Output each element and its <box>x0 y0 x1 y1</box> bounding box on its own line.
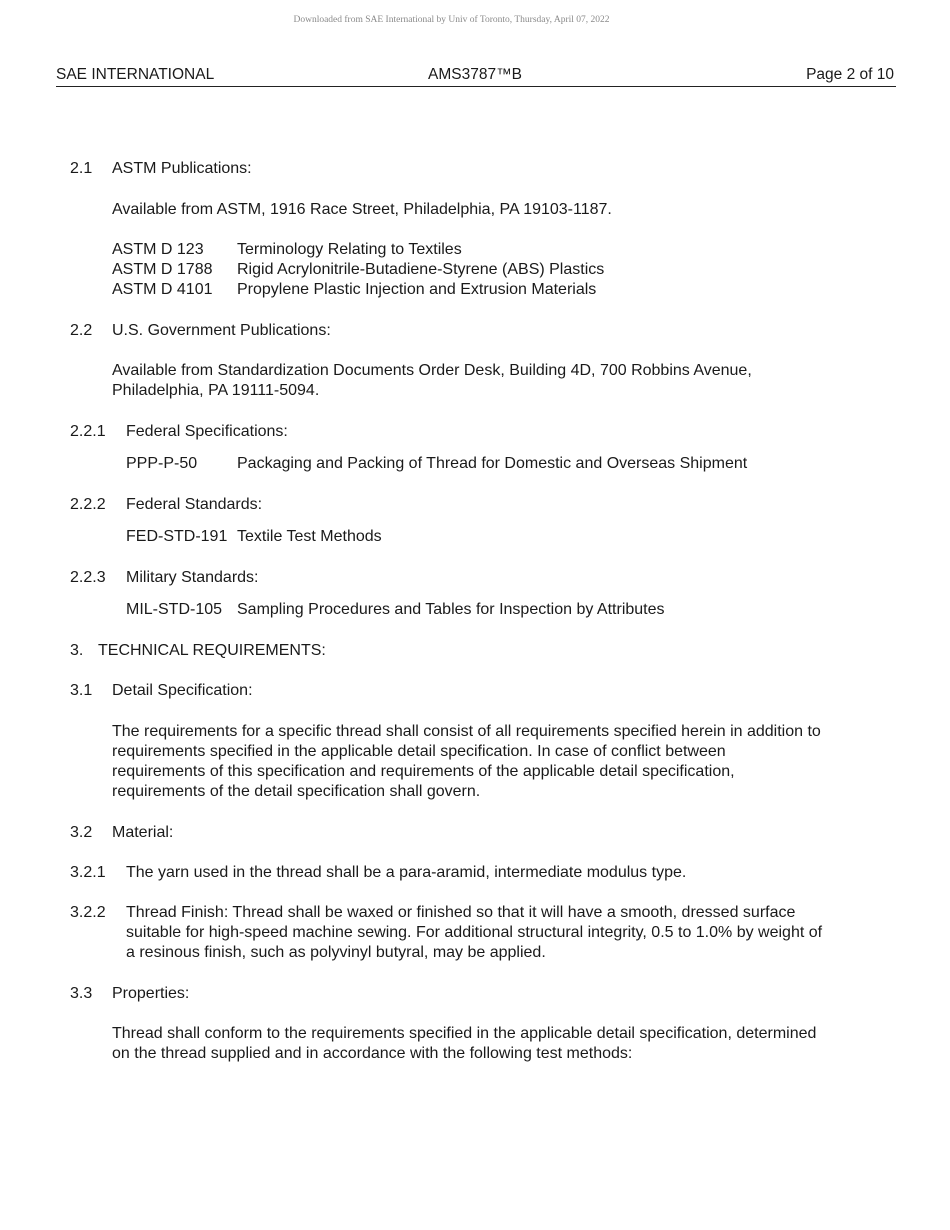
section-number: 3. <box>70 642 84 659</box>
reference-title: Propylene Plastic Injection and Extrusion Materials <box>237 281 597 298</box>
section-number: 3.1 <box>70 682 93 699</box>
reference-code: FED-STD-191 <box>126 528 228 545</box>
section-number: 2.2.1 <box>70 423 106 440</box>
reference-title: Rigid Acrylonitrile-Butadiene-Styrene (ABS) Plastics <box>237 261 605 278</box>
section-title: Federal Specifications: <box>126 423 288 440</box>
availability-text: Available from ASTM, 1916 Race Street, Philadelphia, PA 19103-1187. <box>112 201 612 218</box>
reference-code: MIL-STD-105 <box>126 601 223 618</box>
paragraph-line: a resinous finish, such as polyvinyl butyral, may be applied. <box>126 944 546 961</box>
header-document-id: AMS3787™B <box>428 66 522 83</box>
section-number: 2.2 <box>70 322 93 339</box>
section-number: 3.2 <box>70 824 93 841</box>
reference-title: Terminology Relating to Textiles <box>237 241 462 258</box>
header-organization: SAE INTERNATIONAL <box>56 66 215 83</box>
paragraph-line: requirements of the detail specification shall govern. <box>112 783 481 800</box>
paragraph-line: Thread Finish: Thread shall be waxed or finished so that it will have a smooth, dressed surface <box>126 904 796 921</box>
paragraph-line: The yarn used in the thread shall be a para-aramid, intermediate modulus type. <box>126 864 687 881</box>
paragraph-line: requirements specified in the applicable detail specification. In case of conflict between <box>112 743 726 760</box>
section-title: Federal Standards: <box>126 496 263 513</box>
download-watermark: Downloaded from SAE International by Univ of Toronto, Thursday, April 07, 2022 <box>293 15 610 25</box>
section-number: 3.3 <box>70 985 93 1002</box>
reference-code: ASTM D 4101 <box>112 281 213 298</box>
section-number: 2.2.3 <box>70 569 106 586</box>
availability-text-line: Philadelphia, PA 19111-5094. <box>112 382 320 399</box>
section-title: Military Standards: <box>126 569 259 586</box>
reference-code: ASTM D 123 <box>112 241 204 258</box>
reference-title: Sampling Procedures and Tables for Inspection by Attributes <box>237 601 665 618</box>
reference-code: ASTM D 1788 <box>112 261 213 278</box>
reference-title: Textile Test Methods <box>237 528 382 545</box>
availability-text-line: Available from Standardization Documents Order Desk, Building 4D, 700 Robbins Avenue, <box>112 362 752 379</box>
section-title: Material: <box>112 824 174 841</box>
section-title: Properties: <box>112 985 190 1002</box>
reference-code: PPP-P-50 <box>126 455 198 472</box>
header-page-number: Page 2 of 10 <box>806 66 894 83</box>
section-title: TECHNICAL REQUIREMENTS: <box>98 642 326 659</box>
paragraph-line: on the thread supplied and in accordance with the following test methods: <box>112 1045 633 1062</box>
section-number: 2.2.2 <box>70 496 106 513</box>
page-header <box>56 66 896 87</box>
reference-title: Packaging and Packing of Thread for Domestic and Overseas Shipment <box>237 455 748 472</box>
section-number: 2.1 <box>70 160 93 177</box>
paragraph-line: suitable for high-speed machine sewing. For additional structural integrity, 0.5 to 1.0% by weight of <box>126 924 823 941</box>
section-title: U.S. Government Publications: <box>112 322 331 339</box>
section-number: 3.2.1 <box>70 864 106 881</box>
paragraph-line: The requirements for a specific thread shall consist of all requirements specified herein in addition to <box>112 723 821 740</box>
section-number: 3.2.2 <box>70 904 106 921</box>
section-title: ASTM Publications: <box>112 160 252 177</box>
section-title: Detail Specification: <box>112 682 253 699</box>
paragraph-line: requirements of this specification and requirements of the applicable detail specification, <box>112 763 735 780</box>
paragraph-line: Thread shall conform to the requirements specified in the applicable detail specification, determined <box>112 1025 817 1042</box>
